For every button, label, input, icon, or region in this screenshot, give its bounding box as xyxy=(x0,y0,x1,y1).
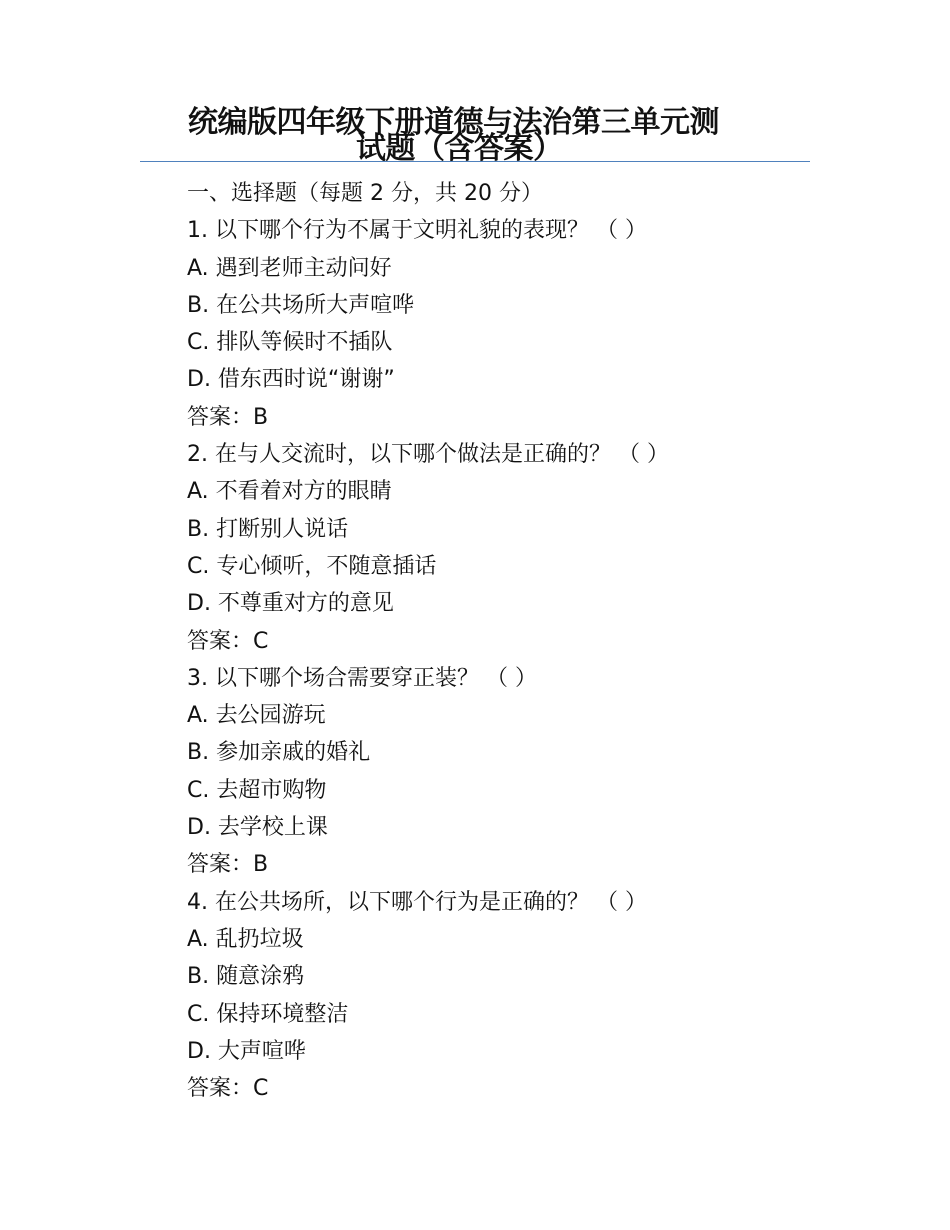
option-a: A. 不看着对方的眼睛 xyxy=(187,479,392,505)
option-d: D. 大声喧哗 xyxy=(187,1038,306,1064)
option-c: C. 去超市购物 xyxy=(187,777,327,803)
question-1 xyxy=(187,212,807,436)
option-c: C. 专心倾听，不随意插话 xyxy=(187,553,437,579)
option-c: C. 保持环境整洁 xyxy=(187,1001,349,1027)
document-body xyxy=(187,175,807,1107)
option-b: B. 打断别人说话 xyxy=(187,516,349,542)
option-c: C. 排队等候时不插队 xyxy=(187,330,393,356)
question-stem: 3. 以下哪个场合需要穿正装？ （ ） xyxy=(187,665,537,691)
option-a: A. 去公园游玩 xyxy=(187,703,326,729)
title-line-1: 统编版四年级下册道德与法治第三单元测 xyxy=(188,105,719,140)
question-stem: 1. 以下哪个行为不属于文明礼貌的表现？ （ ） xyxy=(187,218,647,244)
option-d: D. 去学校上课 xyxy=(187,815,328,841)
answer: 答案：C xyxy=(187,628,269,654)
option-b: B. 参加亲戚的婚礼 xyxy=(187,740,371,766)
question-stem: 4. 在公共场所，以下哪个行为是正确的？ （ ） xyxy=(187,889,647,915)
section-heading: 一、选择题（每题 2 分，共 20 分） xyxy=(187,181,543,206)
option-d: D. 不尊重对方的意见 xyxy=(187,591,394,617)
option-a: A. 乱扔垃圾 xyxy=(187,926,304,952)
question-3 xyxy=(187,660,807,884)
answer: 答案：B xyxy=(187,404,269,430)
option-b: B. 在公共场所大声喧哗 xyxy=(187,292,415,318)
option-d: D. 借东西时说“谢谢” xyxy=(187,367,395,393)
document-title xyxy=(140,104,810,166)
question-stem: 2. 在与人交流时，以下哪个做法是正确的？ （ ） xyxy=(187,442,669,468)
title-underline xyxy=(140,161,810,162)
option-b: B. 随意涂鸦 xyxy=(187,964,305,990)
question-2 xyxy=(187,436,807,660)
answer: 答案：B xyxy=(187,852,269,878)
option-a: A. 遇到老师主动问好 xyxy=(187,255,392,281)
question-4 xyxy=(187,884,807,1108)
title-line-2: 试题（含答案） xyxy=(356,131,563,166)
answer: 答案：C xyxy=(187,1076,269,1102)
